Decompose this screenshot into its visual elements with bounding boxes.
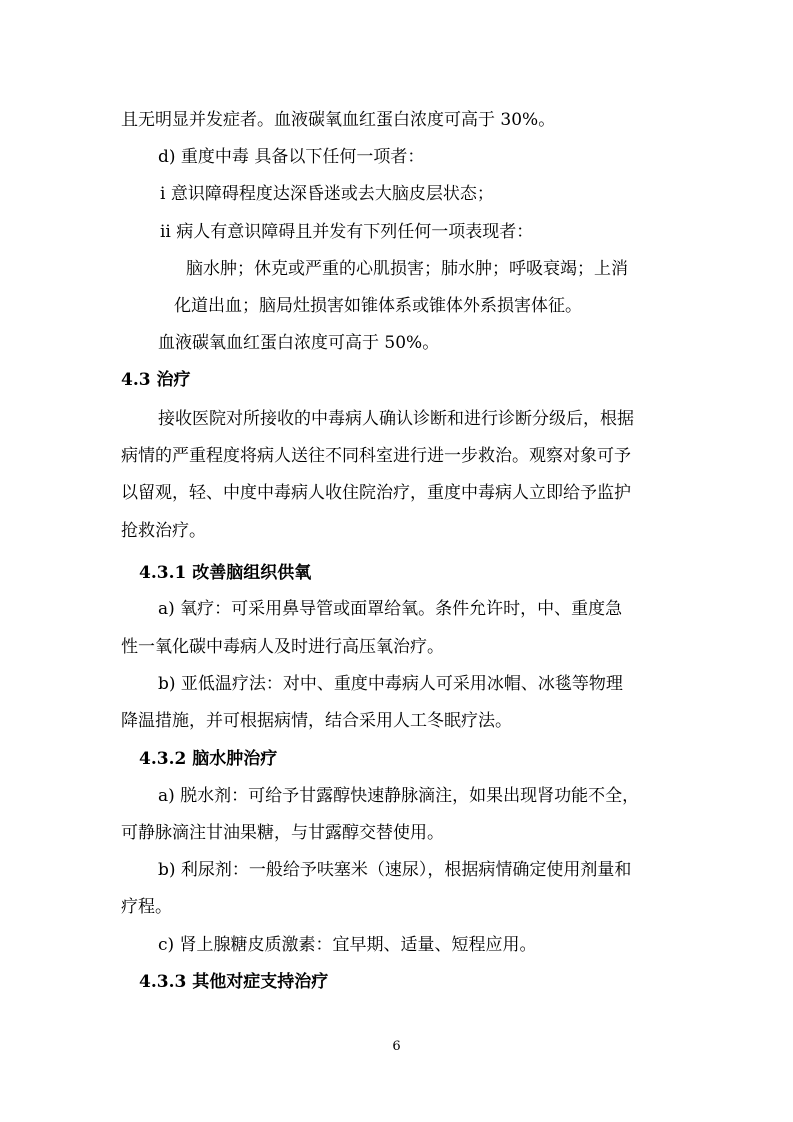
text-line: 以留观，轻、中度中毒病人收住院治疗，重度中毒病人立即给予监护 [121,483,631,503]
text-line: b) 利尿剂：一般给予呋塞米（速尿），根据病情确定使用剂量和 [158,860,632,880]
text-line: 病情的严重程度将病人送往不同科室进行进一步救治。观察对象可予 [121,446,631,466]
item-i: i 意识障碍程度达深昏迷或去大脑皮层状态； [160,184,494,204]
text-line: a) 脱水剂：可给予甘露醇快速静脉滴注，如果出现肾功能不全， [158,786,640,806]
text-line: b) 亚低温疗法：对中、重度中毒病人可采用冰帽、冰毯等物理 [158,674,623,694]
subsection-heading-4-3-3: 4.3.3 其他对症支持治疗 [139,972,329,992]
text-line: 脑水肿；休克或严重的心肌损害；肺水肿；呼吸衰竭；上消 [186,259,628,279]
text-line: 且无明显并发症者。血液碳氧血红蛋白浓度可高于 30%。 [121,110,556,130]
text-line: 降温措施，并可根据病情，结合采用人工冬眠疗法。 [121,711,512,731]
text-line: 抢救治疗。 [121,521,206,541]
text-line: 疗程。 [121,897,172,917]
text-line: 可静脉滴注甘油果糖，与甘露醇交替使用。 [121,823,444,843]
section-heading-4-3: 4.3 治疗 [121,370,191,390]
page-number: 6 [392,1039,401,1054]
text-line: 性一氧化碳中毒病人及时进行高压氧治疗。 [121,637,444,657]
text-line: 血液碳氧血红蛋白浓度可高于 50%。 [158,333,440,353]
subsection-heading-4-3-1: 4.3.1 改善脑组织供氧 [139,563,312,583]
subsection-heading-4-3-2: 4.3.2 脑水肿治疗 [139,749,278,769]
text-line: 接收医院对所接收的中毒病人确认诊断和进行诊断分级后，根据 [158,409,634,429]
text-line: a) 氧疗：可采用鼻导管或面罩给氧。条件允许时，中、重度急 [158,599,623,619]
item-ii: ii 病人有意识障碍且并发有下列任何一项表现者： [160,222,534,242]
item-d-heading: d) 重度中毒 具备以下任何一项者： [158,147,425,167]
text-line: 化道出血；脑局灶损害如锥体系或锥体外系损害体征。 [174,296,582,316]
text-line: c) 肾上腺糖皮质激素：宜早期、适量、短程应用。 [158,935,537,955]
